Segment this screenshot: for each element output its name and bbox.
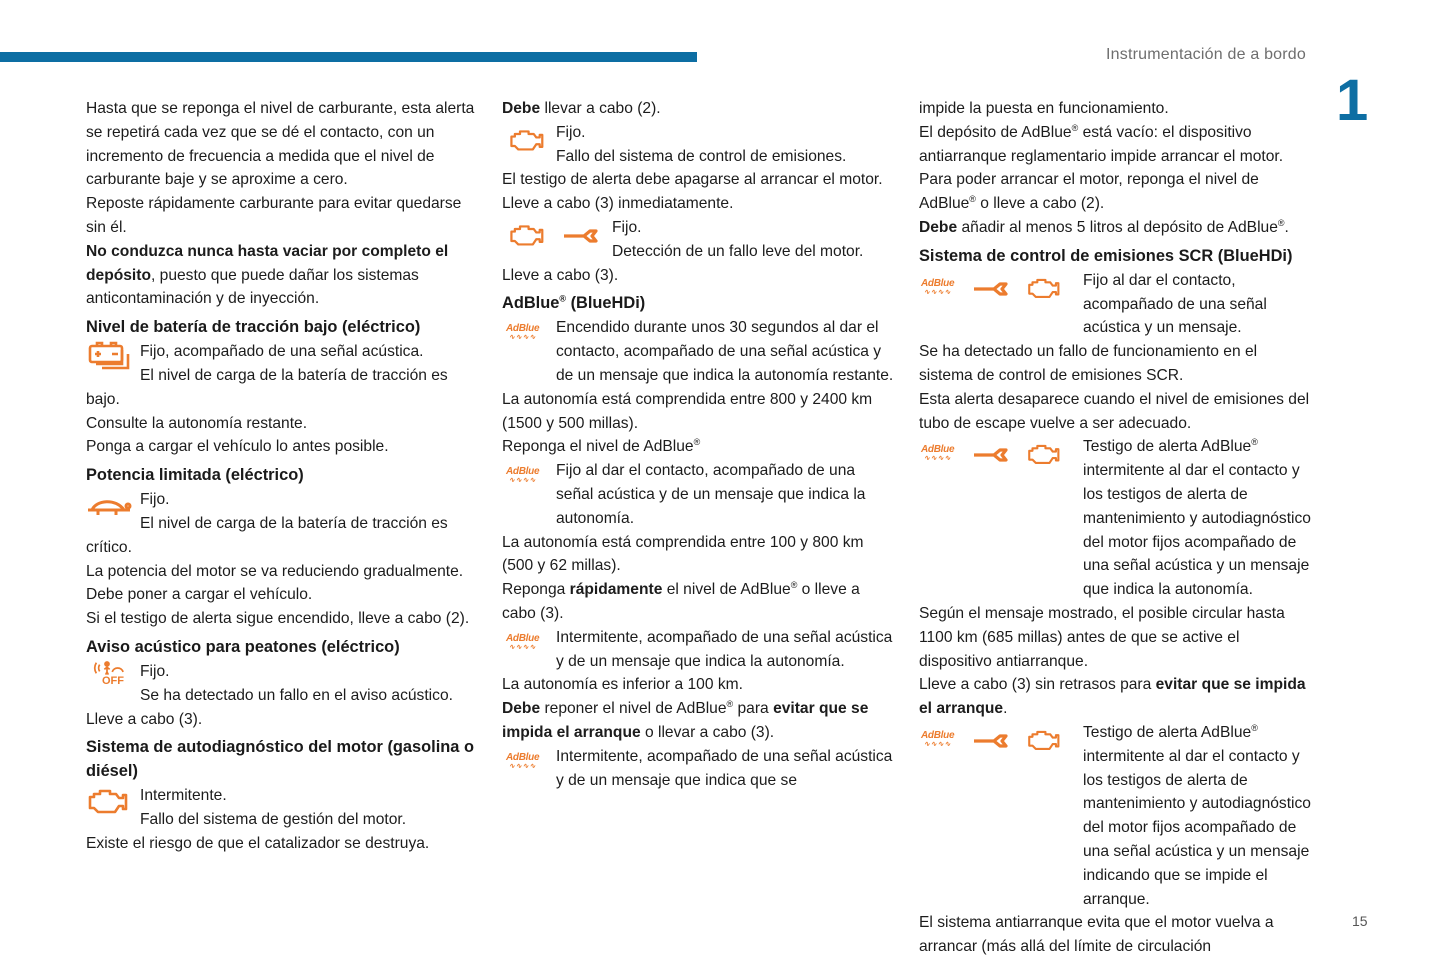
wrench-icon (562, 225, 598, 245)
adblue-icon: AdBlue ∿∿∿∿ (506, 632, 540, 651)
engine-warning-icon (1026, 276, 1060, 300)
page-number: 15 (1352, 913, 1368, 929)
wrench-icon (972, 444, 1008, 464)
wrench-icon (972, 730, 1008, 750)
engine-warning-icon (1026, 442, 1060, 466)
warning-block: AdBlue ∿∿∿∿ Intermitente, acompañado de una señal acústica y de un mensaje que indica la autonomía. (506, 628, 893, 670)
column-3: impide la puesta en funcionamiento. El depósito de AdBlue® está vacío: el dispositivo antiarranque reglamentario impide arrancar el motor. Para poder arrancar el motor, reponga el nivel de AdBlue® o lleve a cabo (2). Debe añadir al menos 5 litros al depósito de AdBlue®. Sistema de control de emisiones SCR (BlueHDi) AdBlue ∿∿∿∿ Fijo al dar el contacto, acompañado de una señal acústica y un mensaje. Se ha detectado un fallo de funcionamiento en el sistema de control de emisiones SCR. Esta alerta desaparece cuando el nivel de emisiones del tubo de escape vuelve a ser adecuado. AdBlue ∿∿∿∿ Testigo de alerta AdBlue® intermitente al dar el contacto y los testigos de alerta de mantenimiento y autodiagnóstico del motor fijos acompañado de una señal acústica y un mensaje que indica la autonomía. Según el mensaje mostrado, el posible circular hasta 1100 km (685 millas) antes de que se active el dispositivo antiarranque. Lleve a cabo (3) sin retrasos para evitar que se impida el arranque. AdBlue ∿∿∿∿ Testigo de alerta AdBlue® intermitente al dar el contacto y los testigos de alerta de mantenimiento y autodiagnóstico del motor fijos acompañado de una señal acústica y un mensaje indicando que se impide el arranque. El sistema antiarranque evita que el motor vuelva a arrancar (más allá del límite de circulación (919, 100, 1311, 956)
engine-warning-icon (508, 127, 544, 153)
warning-block: Fijo. Detección de un fallo leve del motor. (502, 216, 894, 264)
warning-block: Fijo. El nivel de carga de la batería de tracción es (86, 488, 478, 536)
engine-warning-icon (508, 223, 544, 247)
warning-block: OFF Fijo. Se ha detectado un fallo en el aviso acústico. (86, 660, 478, 708)
wrench-icon (972, 278, 1008, 298)
heading-autodiagnostico: Sistema de autodiagnóstico del motor (gasolina o diésel) (86, 738, 474, 781)
heading-adblue: AdBlue® (BlueHDi) (502, 293, 646, 313)
engine-and-service-icons (508, 222, 598, 248)
adblue-service-engine-icons (921, 727, 1060, 753)
column-2: Debe llevar a cabo (2). Fijo. Fallo del sistema de control de emisiones. El testigo de alerta debe apagarse al arrancar el motor. Lleve a cabo (3) inmediatamente. Fijo. Detección de un fallo leve del motor. Lleve a cabo (3). AdBlue® (BlueHDi) AdBlue ∿∿∿∿ Encendido durante unos 30 segundos al dar el contacto, acompañado de una señal acústica y de un mensaje que indica la autonomía restante. La autonomía está comprendida entre 800 y 2400 km (1500 y 500 millas). Reponga el nivel de AdBlue® AdBlue ∿∿∿∿ Fijo al dar el contacto, acompañado de una señal acústica y de un mensaje que indica la autonomía. La autonomía está comprendida entre 100 y 800 km (500 y 62 millas). Reponga rápidamente el nivel de AdBlue® o lleve a cabo (3). AdBlue ∿∿∿∿ Intermitente, acompañado de una señal acústica y de un mensaje que indica la autonomía. La autonomía es inferior a 100 km. Debe reponer el nivel de AdBlue® para evitar que se impida el arranque o llevar a cabo (3). AdBlue ∿∿∿∿ Intermitente, acompañado de una señal acústica y de un mensaje que indica que se (502, 97, 894, 792)
paragraph: Hasta que se reponga el nivel de carburante, esta alerta se repetirá cada vez que se dé el contacto, con un incremento de frecuencia a medida que el nivel de carburante baje y se aproxime a cero. (86, 100, 475, 189)
adblue-icon: AdBlue ∿∿∿∿ (506, 323, 540, 342)
pedestrian-sound-off-icon: OFF (86, 660, 132, 686)
warning-block: Fijo, acompañado de una señal acústica. El nivel de carga de la batería de tracción es (86, 340, 478, 388)
paragraph: Reposte rápidamente carburante para evitar quedarse sin él. (86, 195, 462, 236)
warning-block: Intermitente. Fallo del sistema de gestión del motor. (86, 784, 478, 832)
battery-warning-icon (86, 342, 132, 368)
adblue-icon: AdBlue ∿∿∿∿ (506, 466, 540, 485)
adblue-service-engine-icons (921, 441, 1060, 467)
heading-scr: Sistema de control de emisiones SCR (BlueHDi) (919, 246, 1293, 265)
turtle-power-icon (86, 494, 132, 520)
heading-aviso: Aviso acústico para peatones (eléctrico) (86, 637, 400, 656)
heading-potencia: Potencia limitada (eléctrico) (86, 466, 304, 485)
column-1: Hasta que se reponga el nivel de carburante, esta alerta se repetirá cada vez que se dé el contacto, con un incremento de frecuencia a medida que el nivel de carburante baje y se aproxime a cero. Reposte rápidamente carburante para evitar quedarse sin él. No conduzca nunca hasta vaciar por completo el depósito, puesto que puede dañar los sistemas anticontaminación y de inyección. Nivel de batería de tracción bajo (eléctrico) Fijo, acompañado de una señal acústica. El nivel de carga de la batería de tracción es bajo. Consulte la autonomía restante. Ponga a cargar el vehículo lo antes posible. Potencia limitada (eléctrico) Fijo. El nivel de carga de la batería de tracción es crítico. La potencia del motor se va reduciendo gradualmente. Debe poner a cargar el vehículo. Si el testigo de alerta sigue encendido, lleve a cabo (2). Aviso acústico para peatones (eléctrico) OFF Fijo. Se ha detectado un fallo en el aviso acústico. Lleve a cabo (3). Sistema de autodiagnóstico del motor (gasolina o diésel) Intermitente. Fallo del sistema de gestión del motor. Existe el riesgo de que el catalizador se destruya. (86, 97, 478, 856)
warning-block: AdBlue ∿∿∿∿ Testigo de alerta AdBlue® intermitente al dar el contacto y los testigos de alerta de mantenimiento y autodiagnóstico del motor fijos acompañado de una señal acústica y un mensaje indicando que se impide el arranque. (921, 722, 1311, 908)
engine-warning-icon (1026, 728, 1060, 752)
header-accent-bar (0, 52, 697, 62)
adblue-icon: AdBlue ∿∿∿∿ (921, 729, 955, 748)
adblue-service-engine-icons (921, 275, 1060, 301)
warning-block: AdBlue ∿∿∿∿ Fijo al dar el contacto, acompañado de una señal acústica y de un mensaje que indica la autonomía. (506, 462, 866, 527)
heading-bateria: Nivel de batería de tracción bajo (eléctrico) (86, 318, 421, 337)
adblue-icon: AdBlue ∿∿∿∿ (921, 277, 955, 296)
engine-warning-icon (86, 788, 128, 814)
adblue-icon: AdBlue ∿∿∿∿ (506, 751, 540, 770)
warning-block: Fijo. Fallo del sistema de control de emisiones. (502, 121, 894, 169)
section-title: Instrumentación de a bordo (1106, 46, 1306, 63)
paragraph: No conduzca nunca hasta vaciar por completo el depósito, puesto que puede dañar los sistemas anticontaminación y de inyección. (86, 242, 449, 308)
warning-block: AdBlue ∿∿∿∿ Testigo de alerta AdBlue® intermitente al dar el contacto y los testigos de alerta de mantenimiento y autodiagnóstico del motor fijos acompañado de una señal acústica y un mensaje que indica la autonomía. (921, 437, 1311, 599)
warning-block: AdBlue ∿∿∿∿ Intermitente, acompañado de una señal acústica y de un mensaje que indica que se (506, 747, 893, 789)
chapter-number: 1 (1336, 68, 1369, 133)
warning-block: AdBlue ∿∿∿∿ Fijo al dar el contacto, acompañado de una señal acústica y un mensaje. (921, 271, 1267, 337)
adblue-icon: AdBlue ∿∿∿∿ (921, 444, 955, 463)
warning-block: AdBlue ∿∿∿∿ Encendido durante unos 30 segundos al dar el contacto, acompañado de una señal acústica y de un mensaje que indica la autonomía restante. (506, 319, 894, 384)
